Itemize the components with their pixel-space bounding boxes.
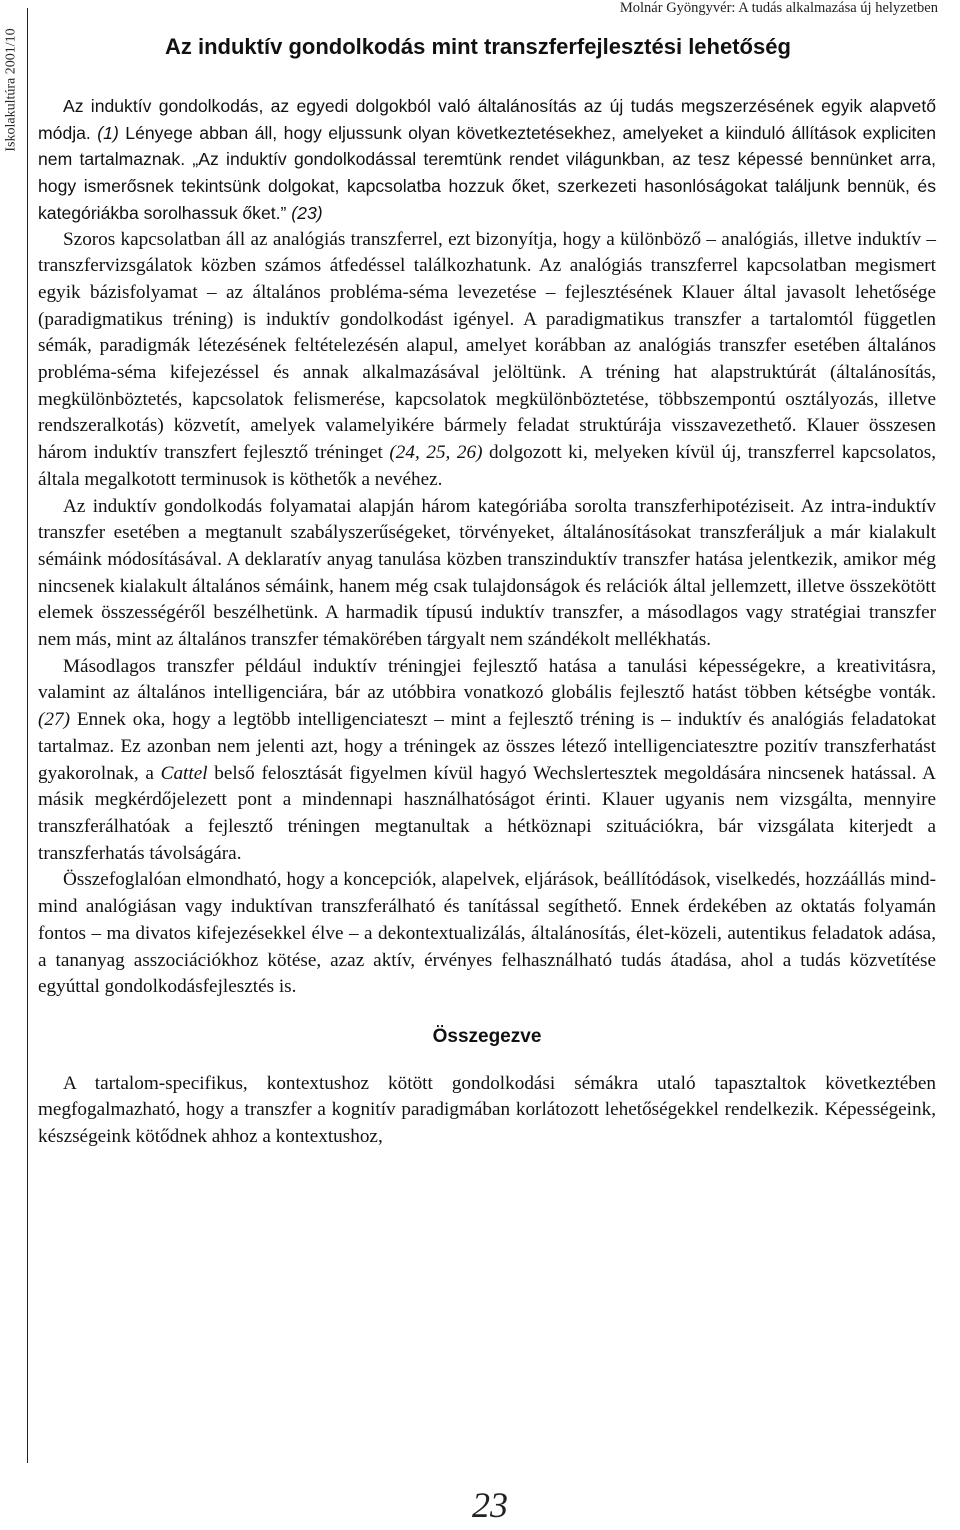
article-body bbox=[38, 93, 936, 1151]
citation-23: (23) bbox=[291, 202, 323, 223]
paragraph-3: Az induktív gondolkodás folyamatai alapján három kategóriába sorolta transzferhipotéziseit. Az intra-induktív transzfer esetében a megtanult szabályszerűségeket, törvényeket, általánosításokat transzferáljuk a már kialakult sémáink módosításával. A deklaratív anyag tanulása közben transzinduktív transzfer hatása jelentkezik, amikor még nincsenek kialakult általános sémáink, hanem még csak tulajdonságok és relációk által jellemzett, illetve összekötött elemek összességéről beszélhetünk. A harmadik típusú induktív transzfer, a másodlagos vagy stratégiai transzfer nem más, mint az általános transzfer témakörében tárgyalt nem szándékolt mellékhatás. bbox=[38, 495, 936, 651]
margin-rule bbox=[27, 8, 28, 1463]
journal-side-label bbox=[0, 28, 27, 152]
p1-text-a: Az induktív gondolkodás, az egyedi dolgokból való általánosítás az új tudás megszerzésének egyik alapvető módja. bbox=[38, 96, 936, 143]
cattel-name: Cattel bbox=[160, 762, 208, 784]
p4-text-c: Ennek oka, hogy a legtöbb intelligenciateszt – mint a fejlesztő tréning is – induktív és analógiás feladatokat tartalmaz. Ez azonban nem jelenti azt, hogy a tréningek az összes létező intelligenciatesztre pozitív transzferhatást gyakorolnak, a bbox=[38, 709, 936, 784]
p4-text-a: Másodlagos transzfer például induktív tréningjei fejlesztő hatása a tanulási képességekre, a kreativitásra, valamint az általános intelligenciára, bár az utóbbira vonatkozó globális fejlesztő hatást többen kétségbe vonták. bbox=[38, 655, 936, 704]
paragraph-6: A tartalom-specifikus, kontextushoz kötött gondolkodási sémákra utaló tapasztaltok következtében megfogalmazható, hogy a transzfer a kognitív paradigmában korlátozott lehetőségekkel rendelkezik. Képességeink, készségeink kötődnek ahhoz a kontextushoz, bbox=[38, 1072, 936, 1148]
p1-text-c: Lényege abban áll, hogy eljussunk olyan következtetésekhez, amelyeket a kiinduló állítások expliciten nem tartalmaznak. bbox=[38, 122, 936, 170]
citation-27: (27) bbox=[38, 709, 70, 731]
paragraph-1 bbox=[38, 93, 936, 227]
p1-quote: „Az induktív gondolkodással teremtünk rendet világunkban, az tesz képessé bennünket arra, hogy ismerősnek tekintsünk dolgokat, kapcsolatba hozzuk őket, szerkezeti hasonlóságokat találjunk bennük, és kategóriákba sorolhassuk őket.” bbox=[38, 149, 936, 223]
paragraph-5: Összefoglalóan elmondható, hogy a koncepciók, alapelvek, eljárások, beállítódások, viselkedés, hozzáállás mind-mind analógiásan vagy induktívan transzferálható és tanítással segíthető. Ennek érdekében az oktatás folyamán fontos – ma divatos kifejezésekkel élve – a dekontextualizálás, általánosítás, élet-közeli, autentikus feladatok adása, a tananyag asszociációkhoz kötése, azaz aktív, érvényes felhasználható tudás átadása, ahol a tudás közvetítése egyúttal gondolkodásfejlesztés is. bbox=[38, 869, 936, 998]
page-number: 23 bbox=[472, 1485, 508, 1525]
citation-1: (1) bbox=[97, 122, 119, 143]
running-head: Molnár Gyöngyvér: A tudás alkalmazása új helyzetben bbox=[619, 0, 938, 16]
journal-side-label-text: Iskolakultúra 2001/10 bbox=[4, 28, 20, 152]
paragraph-4 bbox=[38, 654, 936, 868]
paragraph-2 bbox=[38, 227, 936, 494]
p2-text-c: dolgozott ki, melyeken kívül új, transzferrel kapcsolatos, általa megalkotott terminusok is köthetők a nevéhez. bbox=[38, 442, 937, 490]
p4-text-e: belső felosztását figyelmen kívül hagyó Wechslertesztek megoldására nincsenek hatással. A másik megkérdőjelezett pont a mindennapi használhatóságot érinti. Klauer ugyanis nem vizsgálta, mennyire transzferálhatóak a fejlesztő tréningen megtanultak a hétköznapi szituációkra, bár vizsgálata kiterjedt a transzferhatás távolságára. bbox=[38, 762, 936, 864]
section-heading: Összegezve bbox=[432, 1025, 542, 1047]
p2-text-a: Szoros kapcsolatban áll az analógiás transzferrel, ezt bizonyítja, hogy a különböző – analógiás, illetve induktív – transzfervizsgálatok közben számos átfedéssel találkozhatunk. Az analógiás transzferrel kapcsolatban megismert egyik bázisfolyamat – az általános probléma-séma levezetése – fejlesztésének Klauer által javasolt lehetősége (paradigmatikus tréning) is induktív gondolkodást igényel. A paradigmatikus transzfer a tartalomtól független sémák, paradigmák létezésének feltételezésén alapul, amelyet korábban az analógiás transzfer esetében általános probléma-séma kifejezéssel és annak alkalmazásával jelöltünk. A tréning hat alapstruktúrát (általánosítás, megkülönböztetés, kapcsolatok felismerése, kapcsolatok megkülönböztetése, többszempontú osztályozás, illetve rendszeralkotás) közvetít, amelyek valamelyikére bármely feladat struktúrája visszavezethető. Klauer összesen három induktív transzfert fejlesztő tréninget bbox=[38, 228, 936, 464]
article-section-title: Az induktív gondolkodás mint transzferfejlesztési lehetőség bbox=[165, 34, 791, 59]
citation-24-25-26: (24, 25, 26) bbox=[389, 442, 483, 464]
